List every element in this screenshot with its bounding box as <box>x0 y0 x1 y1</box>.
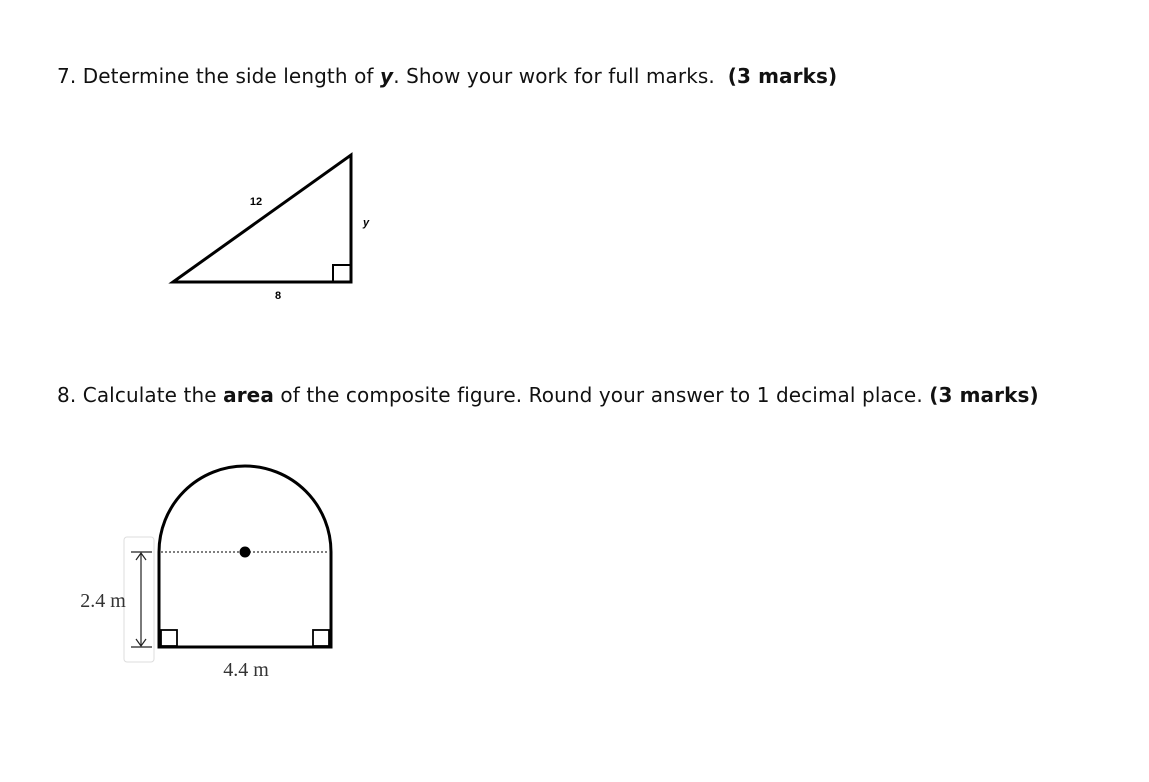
base-label: 8 <box>274 290 282 302</box>
right-angle-marker <box>333 265 351 282</box>
question-7-marks: (3 marks) <box>727 64 838 88</box>
question-7-text: Determine the side length of <box>82 64 374 88</box>
center-point <box>240 547 251 558</box>
right-triangle-diagram <box>173 155 370 302</box>
question-8-text: Calculate the <box>82 383 217 407</box>
question-7-variable: y <box>380 64 394 88</box>
right-angle-marker-left <box>161 630 177 646</box>
side-y-label: y <box>362 217 370 229</box>
question-7-number: 7. <box>57 64 77 88</box>
question-8-bold-word: area <box>223 383 274 407</box>
question-8-marks: (3 marks) <box>929 383 1039 407</box>
width-label: 4.4 m <box>223 659 269 681</box>
question-7-text-after: . Show your work for full marks. <box>393 64 715 88</box>
question-8-number: 8. <box>57 383 77 407</box>
hypotenuse-label: 12 <box>249 196 263 208</box>
height-dimension-marker <box>124 537 154 662</box>
question-8 <box>57 383 1039 407</box>
composite-figure-diagram <box>80 466 331 681</box>
right-angle-marker-right <box>313 630 329 646</box>
triangle-shape <box>173 155 351 282</box>
question-8-text-after: of the composite figure. Round your answer to 1 decimal place. <box>280 383 923 407</box>
height-label: 2.4 m <box>80 590 126 612</box>
